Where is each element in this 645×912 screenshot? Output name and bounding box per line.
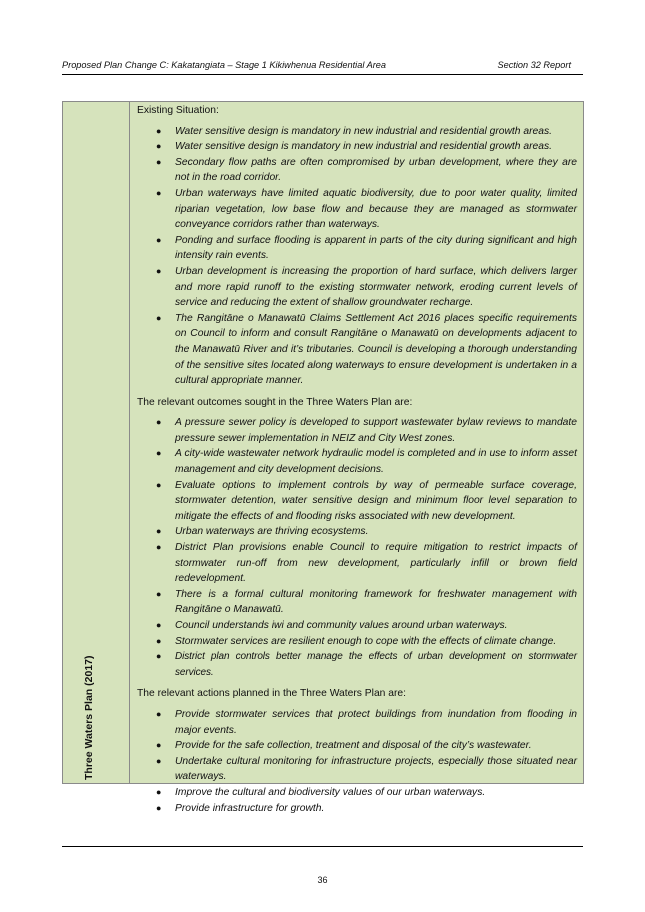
- list-item: ● Water sensitive design is mandatory in new industrial and residential growth areas.: [137, 139, 577, 155]
- row-label: Three Waters Plan (2017): [83, 655, 95, 780]
- list-item: ● Improve the cultural and biodiversity values of our urban waterways.: [137, 785, 577, 801]
- actions-list: [137, 707, 577, 816]
- page-header: [62, 60, 583, 74]
- bullet-icon: ●: [156, 740, 162, 751]
- list-item: ● Provide for the safe collection, treatment and disposal of the city’s wastewater.: [137, 738, 577, 754]
- content-cell: [137, 103, 577, 816]
- list-item: ● Council understands iwi and community values around urban waterways.: [137, 618, 577, 634]
- list-item: ● Secondary flow paths are often compromised by urban development, where they are not in the road corridor.: [156, 156, 577, 184]
- bullet-icon: ●: [156, 156, 162, 167]
- list-item: ● Stormwater services are resilient enough to cope with the effects of climate change.: [137, 634, 577, 650]
- bullet-icon: ●: [156, 651, 162, 662]
- section-label: Section 32 Report: [497, 60, 571, 70]
- bullet-icon: ●: [156, 312, 162, 323]
- bullet-icon: ●: [156, 802, 162, 813]
- list-item: ● There is a formal cultural monitoring framework for freshwater management with Rangitāne o Manawatū.: [156, 588, 577, 616]
- bullet-icon: ●: [156, 635, 162, 646]
- section-title-actions: The relevant actions planned in the Three Waters Plan are:: [137, 688, 407, 700]
- bullet-icon: ●: [156, 234, 162, 245]
- section-title-outcomes: The relevant outcomes sought in the Three Waters Plan are:: [137, 396, 413, 408]
- outcomes-list: [137, 415, 577, 680]
- list-item: ● A pressure sewer policy is developed to support wastewater bylaw reviews to mandate pressure sewer implementation in NEIZ and City West zones.: [156, 417, 577, 444]
- bullet-icon: ●: [156, 448, 162, 459]
- list-item: ● Provide infrastructure for growth.: [137, 801, 577, 817]
- bullet-icon: ●: [156, 526, 162, 537]
- list-item: ● Urban development is increasing the proportion of hard surface, which delivers larger and more rapid runoff to the existing stormwater network, eroding current levels of service and reducing the extent of shallow groundwater recharge.: [156, 265, 577, 309]
- bullet-icon: ●: [156, 786, 162, 797]
- list-item: ● Ponding and surface flooding is apparent in parts of the city during significant and high intensity rain events.: [156, 234, 577, 262]
- bullet-icon: ●: [156, 588, 162, 599]
- bullet-icon: ●: [156, 141, 162, 152]
- bullet-icon: ●: [156, 708, 162, 719]
- list-item: ● Provide stormwater services that protect buildings from inundation from flooding in major events.: [156, 708, 577, 736]
- list-item: ● A city-wide wastewater network hydraulic model is completed and in use to inform asset management and city development decisions.: [156, 448, 577, 476]
- bullet-icon: ●: [156, 755, 162, 766]
- list-item: ● Evaluate options to implement controls by way of permeable surface coverage, stormwater detention, water sensitive design and minimum floor level separation to mitigate the effects of and flooding risks associated with new development.: [156, 479, 577, 522]
- footer-divider: [62, 846, 583, 847]
- bullet-icon: ●: [156, 542, 162, 553]
- header-divider: [62, 74, 583, 75]
- list-item: ● The Rangitāne o Manawatū Claims Settlement Act 2016 places specific requirements on Council to inform and consult Rangitāne o Manawatū on developments adjacent to the Manawatū River and it’s tributaries. Council is developing a thorough understanding of the sensitive sites located along waterways to ensure development is undertaken in a cultural appropriate manner.: [156, 312, 577, 387]
- bullet-icon: ●: [156, 265, 162, 276]
- bullet-icon: ●: [156, 125, 162, 136]
- bullet-icon: ●: [156, 479, 162, 490]
- list-item: ● Urban waterways have limited aquatic biodiversity, due to poor water quality, limited riparian vegetation, low base flow and because they are managed as stormwater conveyance corridors rather than waterways.: [156, 187, 577, 231]
- row-label-cell: [81, 655, 103, 782]
- bullet-icon: ●: [156, 187, 162, 198]
- existing-situation-list: [137, 124, 577, 389]
- list-item: ● Urban waterways are thriving ecosystems.: [137, 524, 577, 540]
- list-item: ● District Plan provisions enable Council to require mitigation to restrict impacts of stormwater run-off from new development, particularly infill or brown field redevelopment.: [156, 542, 577, 585]
- document-title: Proposed Plan Change C: Kakatangiata – Stage 1 Kikiwhenua Residential Area: [62, 60, 386, 70]
- section-title-existing: Existing Situation:: [137, 105, 219, 116]
- list-item: ● District plan controls better manage the effects of urban development on stormwater services.: [156, 651, 577, 678]
- list-item: ● Water sensitive design is mandatory in new industrial and residential growth areas.: [137, 124, 577, 140]
- policy-table: [62, 101, 584, 814]
- page-number: 36: [317, 875, 328, 885]
- list-item: ● Undertake cultural monitoring for infrastructure projects, especially those situated near waterways.: [156, 755, 577, 783]
- bullet-icon: ●: [156, 620, 162, 630]
- bullet-icon: ●: [156, 417, 162, 428]
- column-divider: [129, 102, 130, 783]
